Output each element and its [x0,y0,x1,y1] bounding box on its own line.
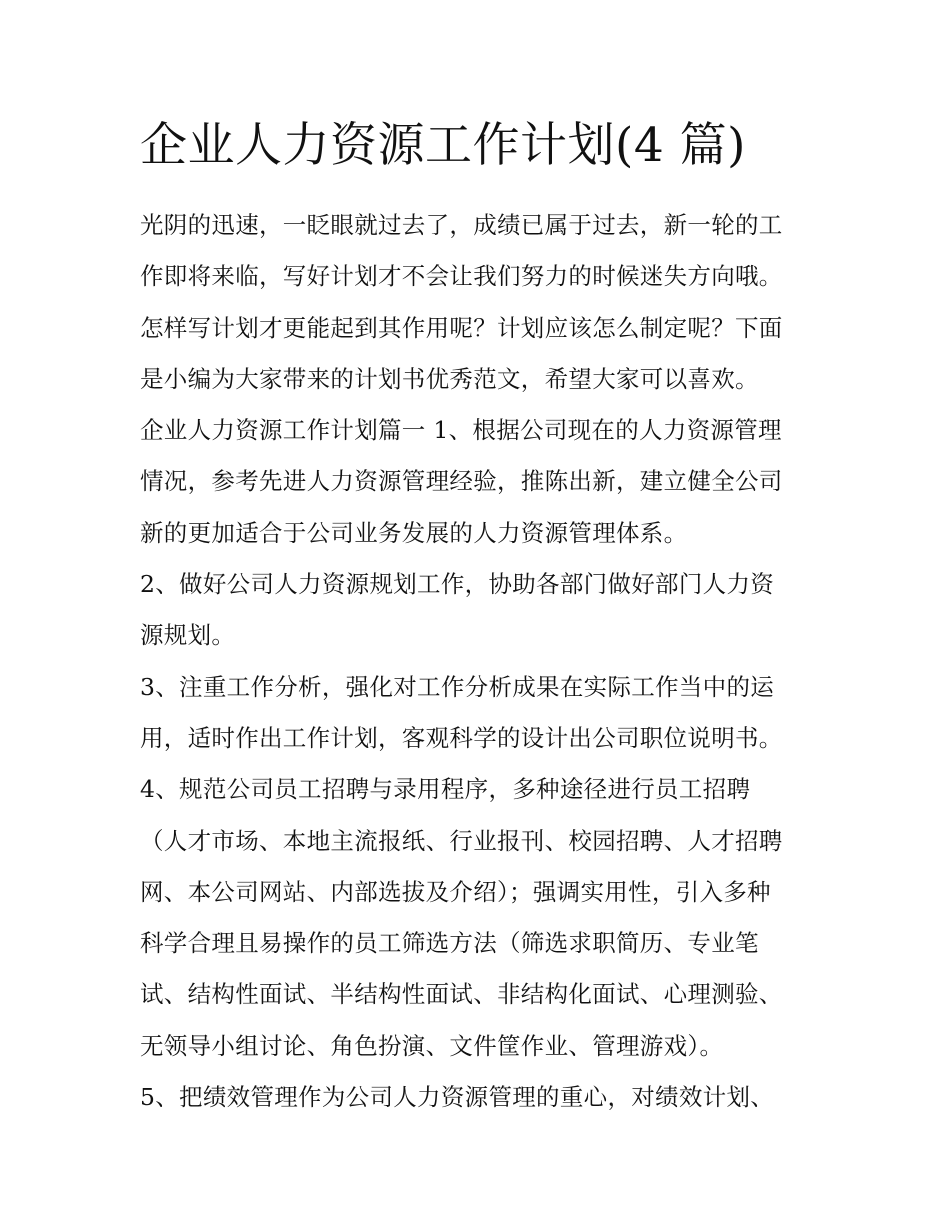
paragraph-line: 5、把绩效管理作为公司人力资源管理的重心，对绩效计划、 [140,1083,775,1112]
paragraph-line: 试、结构性面试、半结构性面试、非结构化面试、心理测验、 [140,980,783,1009]
paragraph-line: （人才市场、本地主流报纸、行业报刊、校园招聘、人才招聘 [140,826,783,855]
paragraph-line: 无领导小组讨论、角色扮演、文件筐作业、管理游戏）。 [140,1031,724,1060]
paragraph-line: 源规划。 [140,621,236,650]
document-body [140,200,820,1123]
paragraph-line: 企业人力资源工作计划篇一 1、根据公司现在的人力资源管理 [140,416,782,445]
paragraph-line: 3、注重工作分析，强化对工作分析成果在实际工作当中的运 [140,672,775,701]
paragraph-line: 用，适时作出工作计划，客观科学的设计出公司职位说明书。 [140,723,783,752]
paragraph-line: 作即将来临，写好计划才不会让我们努力的时候迷失方向哦。 [140,262,783,291]
document-title: 企业人力资源工作计划(4 篇) [140,118,747,173]
paragraph-line: 是小编为大家带来的计划书优秀范文，希望大家可以喜欢。 [140,364,759,393]
paragraph-line: 科学合理且易操作的员工筛选方法（筛选求职简历、专业笔 [140,929,759,958]
paragraph-line: 新的更加适合于公司业务发展的人力资源管理体系。 [140,518,688,547]
paragraph-line: 网、本公司网站、内部选拔及介绍）；强调实用性，引入多种 [140,877,771,906]
paragraph-line: 怎样写计划才更能起到其作用呢？计划应该怎么制定呢？下面 [140,313,783,342]
paragraph-line: 2、做好公司人力资源规划工作，协助各部门做好部门人力资 [140,570,775,599]
paragraph-line: 4、规范公司员工招聘与录用程序，多种途径进行员工招聘 [140,775,751,804]
paragraph-line: 光阴的迅速，一眨眼就过去了，成绩已属于过去，新一轮的工 [140,211,783,239]
paragraph-line: 情况，参考先进人力资源管理经验，推陈出新，建立健全公司 [140,467,783,496]
